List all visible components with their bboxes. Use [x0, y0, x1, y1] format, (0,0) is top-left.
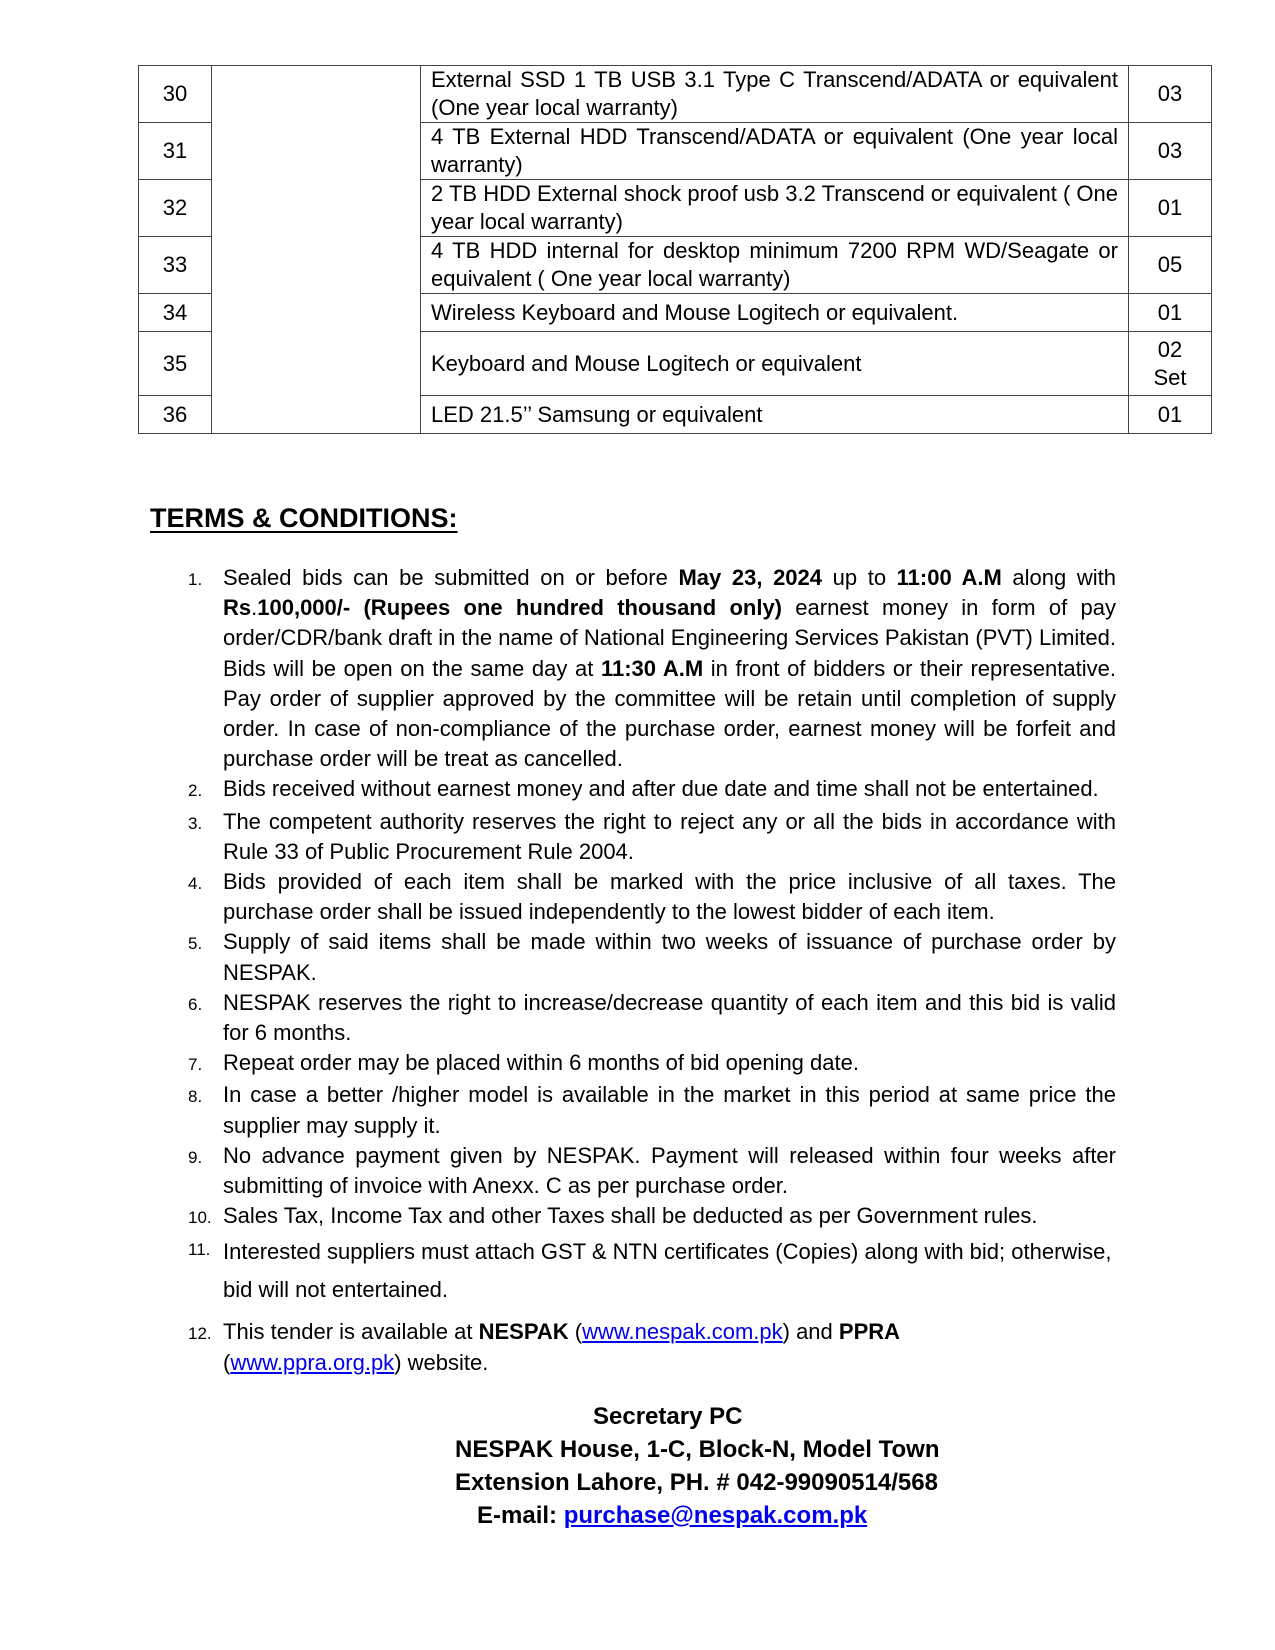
term-number: 1. [188, 570, 203, 589]
serial-number: 33 [139, 237, 212, 294]
serial-number: 34 [139, 294, 212, 332]
due-date: May 23, 2024 [678, 565, 823, 590]
term-item [188, 1141, 1116, 1201]
text-run: up to [822, 565, 897, 590]
term-text: NESPAK reserves the right to increase/decrease quantity of each item and this bid is valid for 6 months. [223, 989, 1116, 1046]
item-quantity: 01 [1129, 294, 1212, 332]
item-description: 4 TB HDD internal for desktop minimum 7200 RPM WD/Seagate or equivalent ( One year local warranty) [421, 237, 1129, 294]
currency: Rs [223, 595, 252, 621]
term-item [188, 988, 1116, 1048]
term-text: The competent authority reserves the right to reject any or all the bids in accordance with Rule 33 of Public Procurement Rule 2004. [223, 808, 1116, 864]
term-item [188, 1080, 1116, 1140]
serial-number: 30 [139, 66, 212, 123]
serial-number: 32 [139, 180, 212, 237]
text-run: earnest money in form of pay order/CDR/bank draft in the name of National Engineering Services Pakistan (PVT) Limited. Bids will be open on the same day at [223, 595, 1116, 681]
text-run: This tender is available at [223, 1319, 479, 1345]
term-item [188, 774, 1116, 806]
term-number: 8. [188, 1087, 203, 1107]
table-row [139, 66, 1212, 123]
term-number: 12. [188, 1324, 212, 1344]
item-quantity: 05 [1129, 237, 1212, 294]
text-run: in front of bidders or their representative. Pay order of supplier approved by the committee will be retain until completion of supply order. In case of non-compliance of the purchase order, earnest money will be forfeit and purchase order will be treat as cancelled. [223, 655, 1116, 772]
item-description: LED 21.5’’ Samsung or equivalent [421, 396, 1129, 434]
org-name: NESPAK [478, 1319, 569, 1345]
term-text: Interested suppliers must attach GST & NTN certificates (Copies) along with bid; otherwise, bid will not entertained. [223, 1239, 1112, 1303]
term-item [188, 563, 1116, 774]
items-table [138, 65, 1212, 434]
term-number: 11. [188, 1240, 211, 1260]
text-run: ) website. [394, 1349, 489, 1375]
term-text [223, 1317, 903, 1377]
terms-list [188, 563, 1116, 1378]
term-text: Sales Tax, Income Tax and other Taxes shall be deducted as per Government rules. [223, 1203, 1038, 1229]
text-run: ( [223, 1349, 231, 1375]
item-quantity: 01 [1129, 180, 1212, 237]
earnest-amount: 100,000/- (Rupees one hundred thousand only) [257, 595, 783, 621]
text-run: ( [568, 1319, 583, 1345]
email-line [477, 1499, 867, 1532]
nespak-website-link[interactable]: www.nespak.com.pk [582, 1319, 783, 1345]
serial-number: 35 [139, 332, 212, 396]
term-number: 5. [188, 934, 203, 954]
term-number: 2. [188, 781, 203, 801]
term-text: Bids received without earnest money and after due date and time shall not be entertained. [223, 776, 1099, 802]
item-quantity: 03 [1129, 66, 1212, 123]
terms-heading: TERMS & CONDITIONS: [150, 503, 458, 533]
term-text: No advance payment given by NESPAK. Payment will released within four weeks after submitting of invoice with Anexx. C as per purchase order. [223, 1142, 1116, 1199]
term-item [188, 867, 1116, 927]
serial-number: 31 [139, 123, 212, 180]
due-time: 11:00 A.M [896, 565, 1002, 590]
item-quantity: 03 [1129, 123, 1212, 180]
org-name: PPRA [838, 1319, 901, 1345]
quantity-value: 02 [1157, 336, 1183, 362]
item-quantity: 01 [1129, 396, 1212, 434]
serial-number: 36 [139, 396, 212, 434]
ppra-website-link[interactable]: www.ppra.org.pk [230, 1349, 395, 1375]
quantity-unit: Set [1153, 364, 1187, 390]
term-number: 4. [188, 874, 203, 894]
item-description: 2 TB HDD External shock proof usb 3.2 Transcend or equivalent ( One year local warranty) [421, 180, 1129, 237]
term-item [188, 807, 1116, 867]
term-item [188, 927, 1116, 987]
text-run: . [251, 595, 258, 621]
term-item [188, 1048, 1116, 1080]
address-line-2: Extension Lahore, PH. # 042-99090514/568 [455, 1469, 938, 1496]
term-item [188, 1317, 1116, 1377]
opening-time: 11:30 A.M [600, 655, 704, 681]
term-number: 3. [188, 813, 203, 833]
term-text: Repeat order may be placed within 6 months of bid opening date. [223, 1050, 859, 1076]
signatory-title: Secretary PC [593, 1403, 743, 1430]
address-line-1: NESPAK House, 1-C, Block-N, Model Town [455, 1436, 940, 1463]
email-label: E-mail: [477, 1502, 564, 1529]
item-quantity [1129, 332, 1212, 396]
term-number: 10. [188, 1208, 212, 1228]
term-number: 7. [188, 1055, 203, 1075]
item-description: Keyboard and Mouse Logitech or equivalent [421, 332, 1129, 396]
term-number: 6. [188, 994, 203, 1014]
term-text [223, 563, 1116, 774]
term-item [188, 1233, 1116, 1309]
item-description: External SSD 1 TB USB 3.1 Type C Transcend/ADATA or equivalent (One year local warranty) [421, 66, 1129, 123]
term-text: Supply of said items shall be made within two weeks of issuance of purchase order by NESPAK. [223, 929, 1116, 985]
term-item [188, 1201, 1116, 1233]
term-text: Bids provided of each item shall be marked with the price inclusive of all taxes. The purchase order shall be issued independently to the lowest bidder of each item. [223, 869, 1116, 925]
text-run: Sealed bids can be submitted on or before [223, 565, 679, 590]
term-number: 9. [188, 1147, 203, 1167]
text-run: ) and [782, 1319, 839, 1345]
text-run: along with [1001, 565, 1116, 590]
item-description: Wireless Keyboard and Mouse Logitech or equivalent. [421, 294, 1129, 332]
email-link[interactable]: purchase@nespak.com.pk [563, 1502, 868, 1529]
item-description: 4 TB External HDD Transcend/ADATA or equivalent (One year local warranty) [421, 123, 1129, 180]
term-text: In case a better /higher model is available in the market in this period at same price the supplier may supply it. [223, 1082, 1116, 1138]
category-cell [212, 66, 421, 434]
